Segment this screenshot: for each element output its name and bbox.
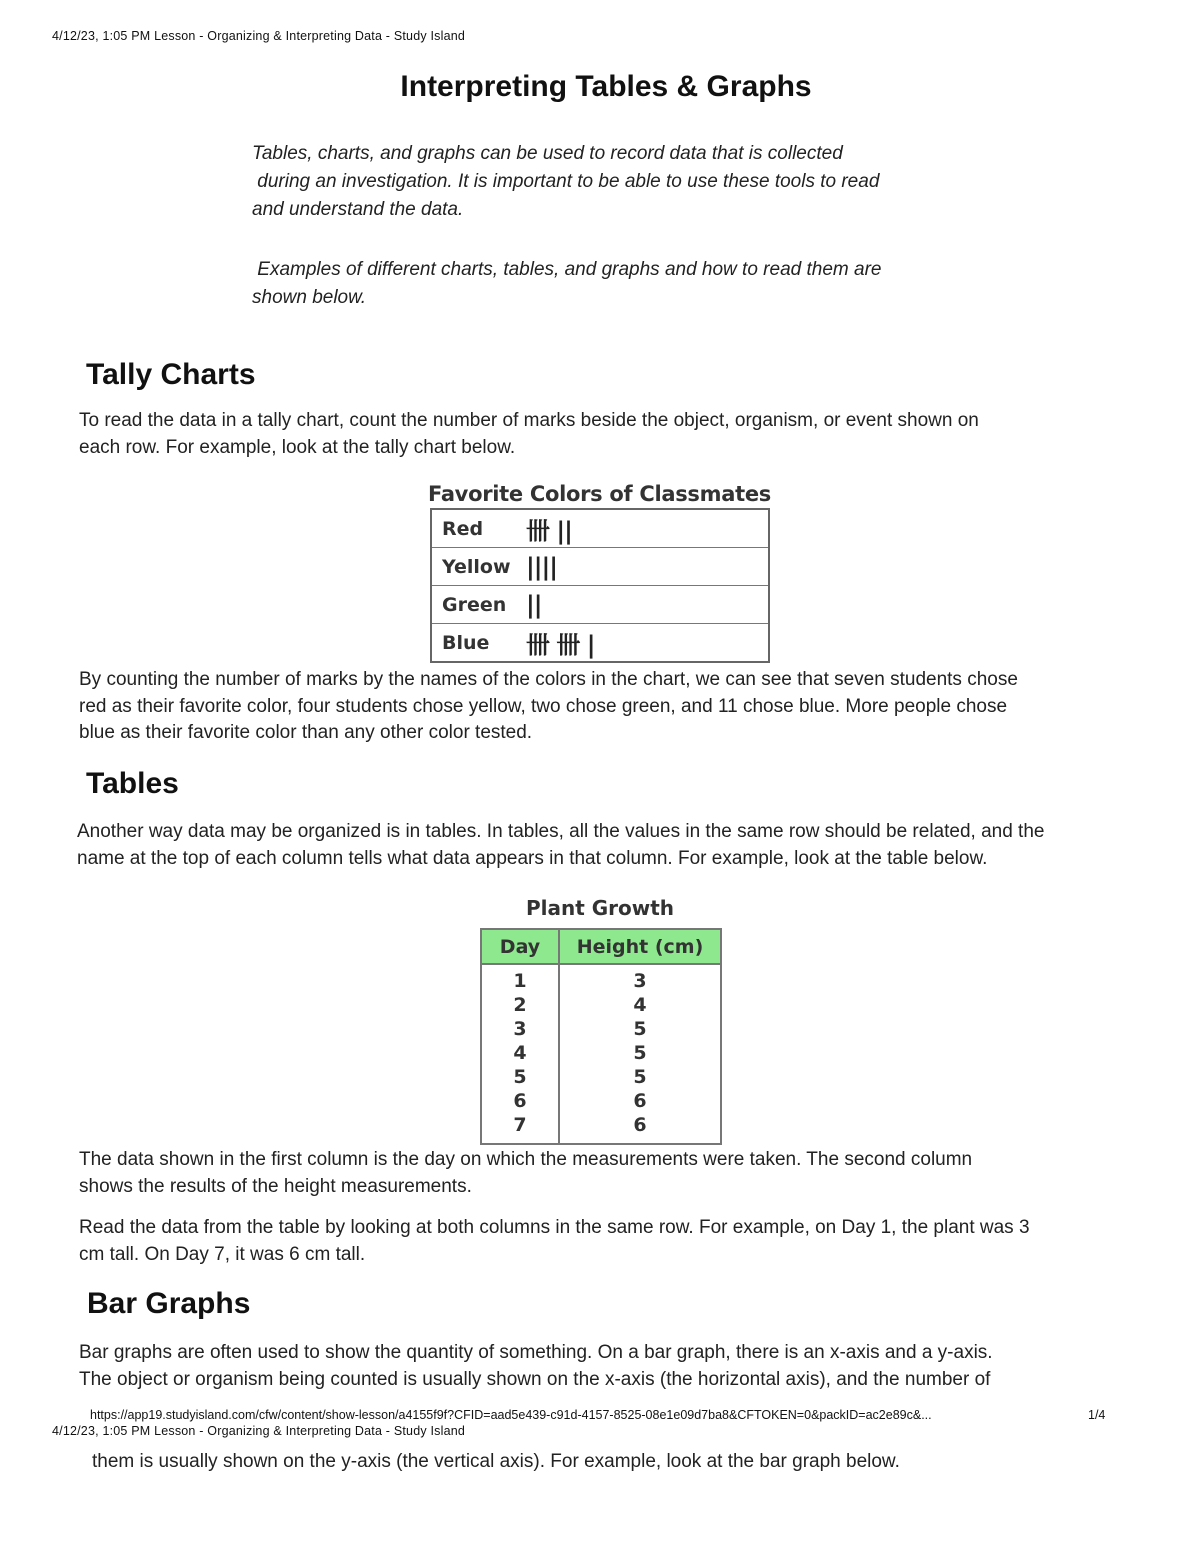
footer-page-number: 1/4 — [1088, 1408, 1106, 1422]
paragraph-line: blue as their favorite color than any other color tested. — [79, 722, 533, 743]
table-row — [481, 964, 721, 993]
table-explanation-1 — [79, 1146, 1169, 1200]
plant-table-title: Plant Growth — [525, 896, 675, 920]
tally-marks: |||| — [526, 548, 769, 586]
paragraph-line: By counting the number of marks by the names of the colors in the chart, we can see that seven students chose — [79, 669, 1018, 690]
tally-label: Green — [431, 586, 526, 624]
tally-row — [431, 548, 769, 586]
paragraph-line: each row. For example, look at the tally chart below. — [79, 437, 516, 458]
intro-line: Tables, charts, and graphs can be used to record data that is collected — [252, 143, 843, 164]
tally-chart-title: Favorite Colors of Classmates — [428, 482, 771, 506]
print-header: 4/12/23, 1:05 PM Lesson - Organizing & Interpreting Data - Study Island — [52, 29, 466, 43]
tally-row — [431, 509, 769, 548]
height-cell: 6 — [559, 1089, 721, 1113]
tally-label: Yellow — [431, 548, 526, 586]
height-cell: 5 — [559, 1065, 721, 1089]
print-header-page2: 4/12/23, 1:05 PM Lesson - Organizing & Interpreting Data - Study Island — [52, 1424, 466, 1438]
footer-url: https://app19.studyisland.com/cfw/content/show-lesson/a4155f9f?CFID=aad5e439-c91d-4157-8525-08e1e09d7ba8&CFTOKEN=0&packID=ac2e89c&... — [90, 1408, 932, 1422]
height-cell: 5 — [559, 1017, 721, 1041]
tally-chart — [430, 508, 770, 663]
table-row — [481, 1113, 721, 1144]
tables-heading: Tables — [86, 767, 179, 800]
table-row — [481, 1041, 721, 1065]
paragraph-line: The object or organism being counted is usually shown on the x-axis (the horizontal axis), and the number of — [79, 1369, 991, 1390]
table-row — [481, 1065, 721, 1089]
tally-heading: Tally Charts — [86, 358, 256, 391]
tally-marks: 卌 卌 | — [526, 624, 769, 663]
bar-graphs-intro — [79, 1339, 1169, 1393]
tally-row — [431, 586, 769, 624]
paragraph-line: Read the data from the table by looking at both columns in the same row. For example, on Day 1, the plant was 3 — [79, 1217, 1030, 1238]
tally-marks: 卌 || — [526, 509, 769, 548]
paragraph-line: red as their favorite color, four students chose yellow, two chose green, and 11 chose blue. More people chose — [79, 695, 1008, 717]
day-cell: 3 — [481, 1017, 559, 1041]
page-title: Interpreting Tables & Graphs — [400, 70, 812, 103]
intro-line: and understand the data. — [252, 199, 464, 220]
bar-graphs-continued: them is usually shown on the y-axis (the vertical axis). For example, look at the bar graph below. — [92, 1451, 900, 1472]
height-cell: 3 — [559, 964, 721, 993]
bar-graphs-heading: Bar Graphs — [87, 1287, 251, 1320]
intro-line: Examples of different charts, tables, and graphs and how to read them are — [252, 259, 882, 280]
tally-label: Red — [431, 509, 526, 548]
intro-text — [252, 140, 972, 312]
intro-line: during an investigation. It is important to be able to use these tools to read — [252, 171, 880, 192]
paragraph-line: cm tall. On Day 7, it was 6 cm tall. — [79, 1244, 366, 1265]
intro-line: shown below. — [252, 287, 367, 308]
column-header-day: Day — [481, 929, 559, 964]
day-cell: 5 — [481, 1065, 559, 1089]
table-header-row — [481, 929, 721, 964]
paragraph-line: shows the results of the height measurements. — [79, 1176, 472, 1197]
intro-spacer — [252, 224, 972, 256]
table-row — [481, 993, 721, 1017]
day-cell: 1 — [481, 964, 559, 993]
day-cell: 6 — [481, 1089, 559, 1113]
paragraph-line: To read the data in a tally chart, count the number of marks beside the object, organism, or event shown on — [79, 410, 979, 431]
paragraph-line: name at the top of each column tells what data appears in that column. For example, look at the table below. — [77, 848, 988, 869]
day-cell: 7 — [481, 1113, 559, 1144]
paragraph-line: The data shown in the first column is the day on which the measurements were taken. The second column — [79, 1149, 973, 1170]
table-row — [481, 1089, 721, 1113]
tally-explanation — [79, 667, 1169, 747]
tally-marks: || — [526, 586, 769, 624]
paragraph-line: Bar graphs are often used to show the quantity of something. On a bar graph, there is an x-axis and a y-axis. — [79, 1342, 993, 1363]
height-cell: 6 — [559, 1113, 721, 1144]
tally-row — [431, 624, 769, 663]
tally-label: Blue — [431, 624, 526, 663]
plant-growth-table — [480, 928, 722, 1145]
tally-intro — [79, 407, 1159, 461]
table-explanation-2 — [79, 1214, 1169, 1268]
paragraph-line: Another way data may be organized is in tables. In tables, all the values in the same row should be related, and the — [77, 821, 1045, 842]
day-cell: 2 — [481, 993, 559, 1017]
day-cell: 4 — [481, 1041, 559, 1065]
table-row — [481, 1017, 721, 1041]
height-cell: 5 — [559, 1041, 721, 1065]
height-cell: 4 — [559, 993, 721, 1017]
column-header-height: Height (cm) — [559, 929, 721, 964]
tables-intro — [77, 818, 1187, 872]
